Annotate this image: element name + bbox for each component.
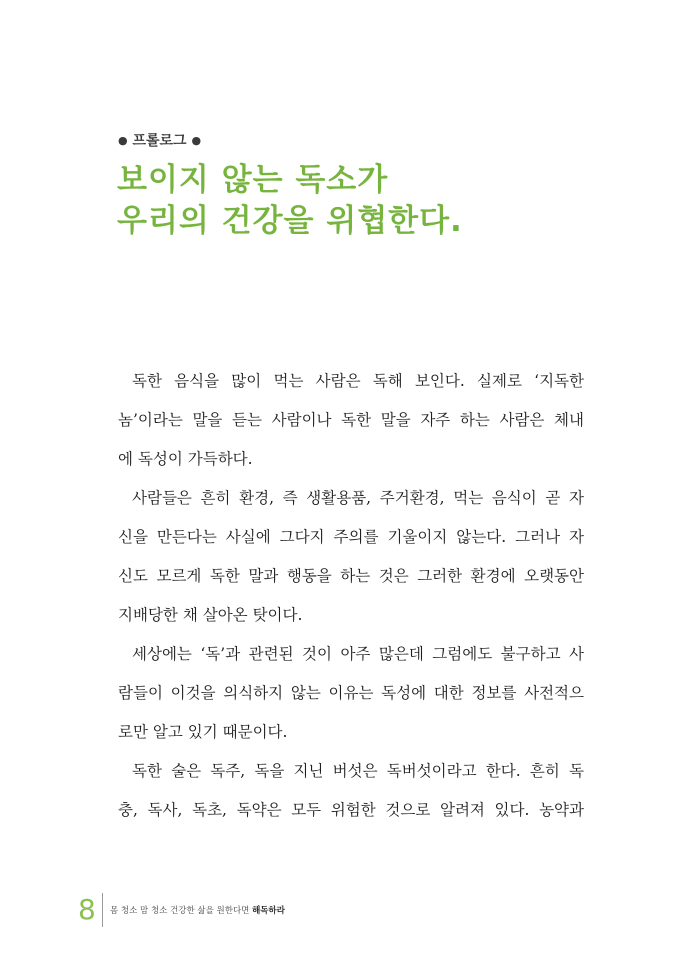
paragraph	[118, 479, 584, 635]
running-title-emphasis: 해독하라	[252, 906, 285, 916]
text-line: 지배당한 채 살아온 탓이다.	[118, 606, 303, 624]
text-line: 사람들은 흔히 환경, 즉 생활용품, 주거환경, 먹는 음식이 곧 자	[132, 489, 584, 507]
chapter-title-line-2: 우리의 건강을 위협한다.	[117, 203, 463, 239]
text-line: 독한 음식을 많이 먹는 사람은 독해 보인다. 실제로 ‘지독한	[132, 372, 584, 390]
text-line: 세상에는 ‘독’과 관련된 것이 아주 많은데 그럼에도 불구하고 사	[132, 645, 584, 663]
bullet-icon: ●	[191, 134, 202, 147]
paragraph	[118, 635, 584, 752]
body-text	[118, 362, 584, 830]
bullet-icon: ●	[118, 134, 128, 147]
text-line: 놈’이라는 말을 듣는 사람이나 독한 말을 자주 하는 사람은 체내	[118, 411, 584, 429]
text-line: 로만 알고 있기 때문이다.	[118, 723, 288, 741]
page-footer	[78, 893, 285, 927]
chapter-title-line-1: 보이지 않는 독소가	[117, 162, 389, 198]
text-line: 람들이 이것을 의식하지 않는 이유는 독성에 대한 정보를 사전적으	[118, 684, 584, 702]
page-number: 8	[78, 893, 96, 926]
paragraph	[118, 362, 584, 479]
running-title-prefix: 몸 청소 맘 청소 건강한 삶을 원한다면	[110, 906, 253, 916]
text-line: 독한 술은 독주, 독을 지닌 버섯은 독버섯이라고 한다. 흔히 독	[132, 762, 584, 780]
text-line: 충, 독사, 독초, 독약은 모두 위험한 것으로 알려져 있다. 농약과	[118, 801, 584, 819]
footer-divider	[102, 893, 103, 927]
text-line: 에 독성이 가득하다.	[118, 450, 253, 468]
text-line: 신도 모르게 독한 말과 행동을 하는 것은 그러한 환경에 오랫동안	[118, 567, 584, 585]
section-label-text: 프롤로그	[132, 133, 187, 149]
text-line: 신을 만든다는 사실에 그다지 주의를 기울이지 않는다. 그러나 자	[118, 528, 584, 546]
running-title	[110, 904, 285, 916]
section-label	[118, 130, 201, 150]
paragraph	[118, 752, 584, 830]
chapter-title	[117, 160, 463, 242]
